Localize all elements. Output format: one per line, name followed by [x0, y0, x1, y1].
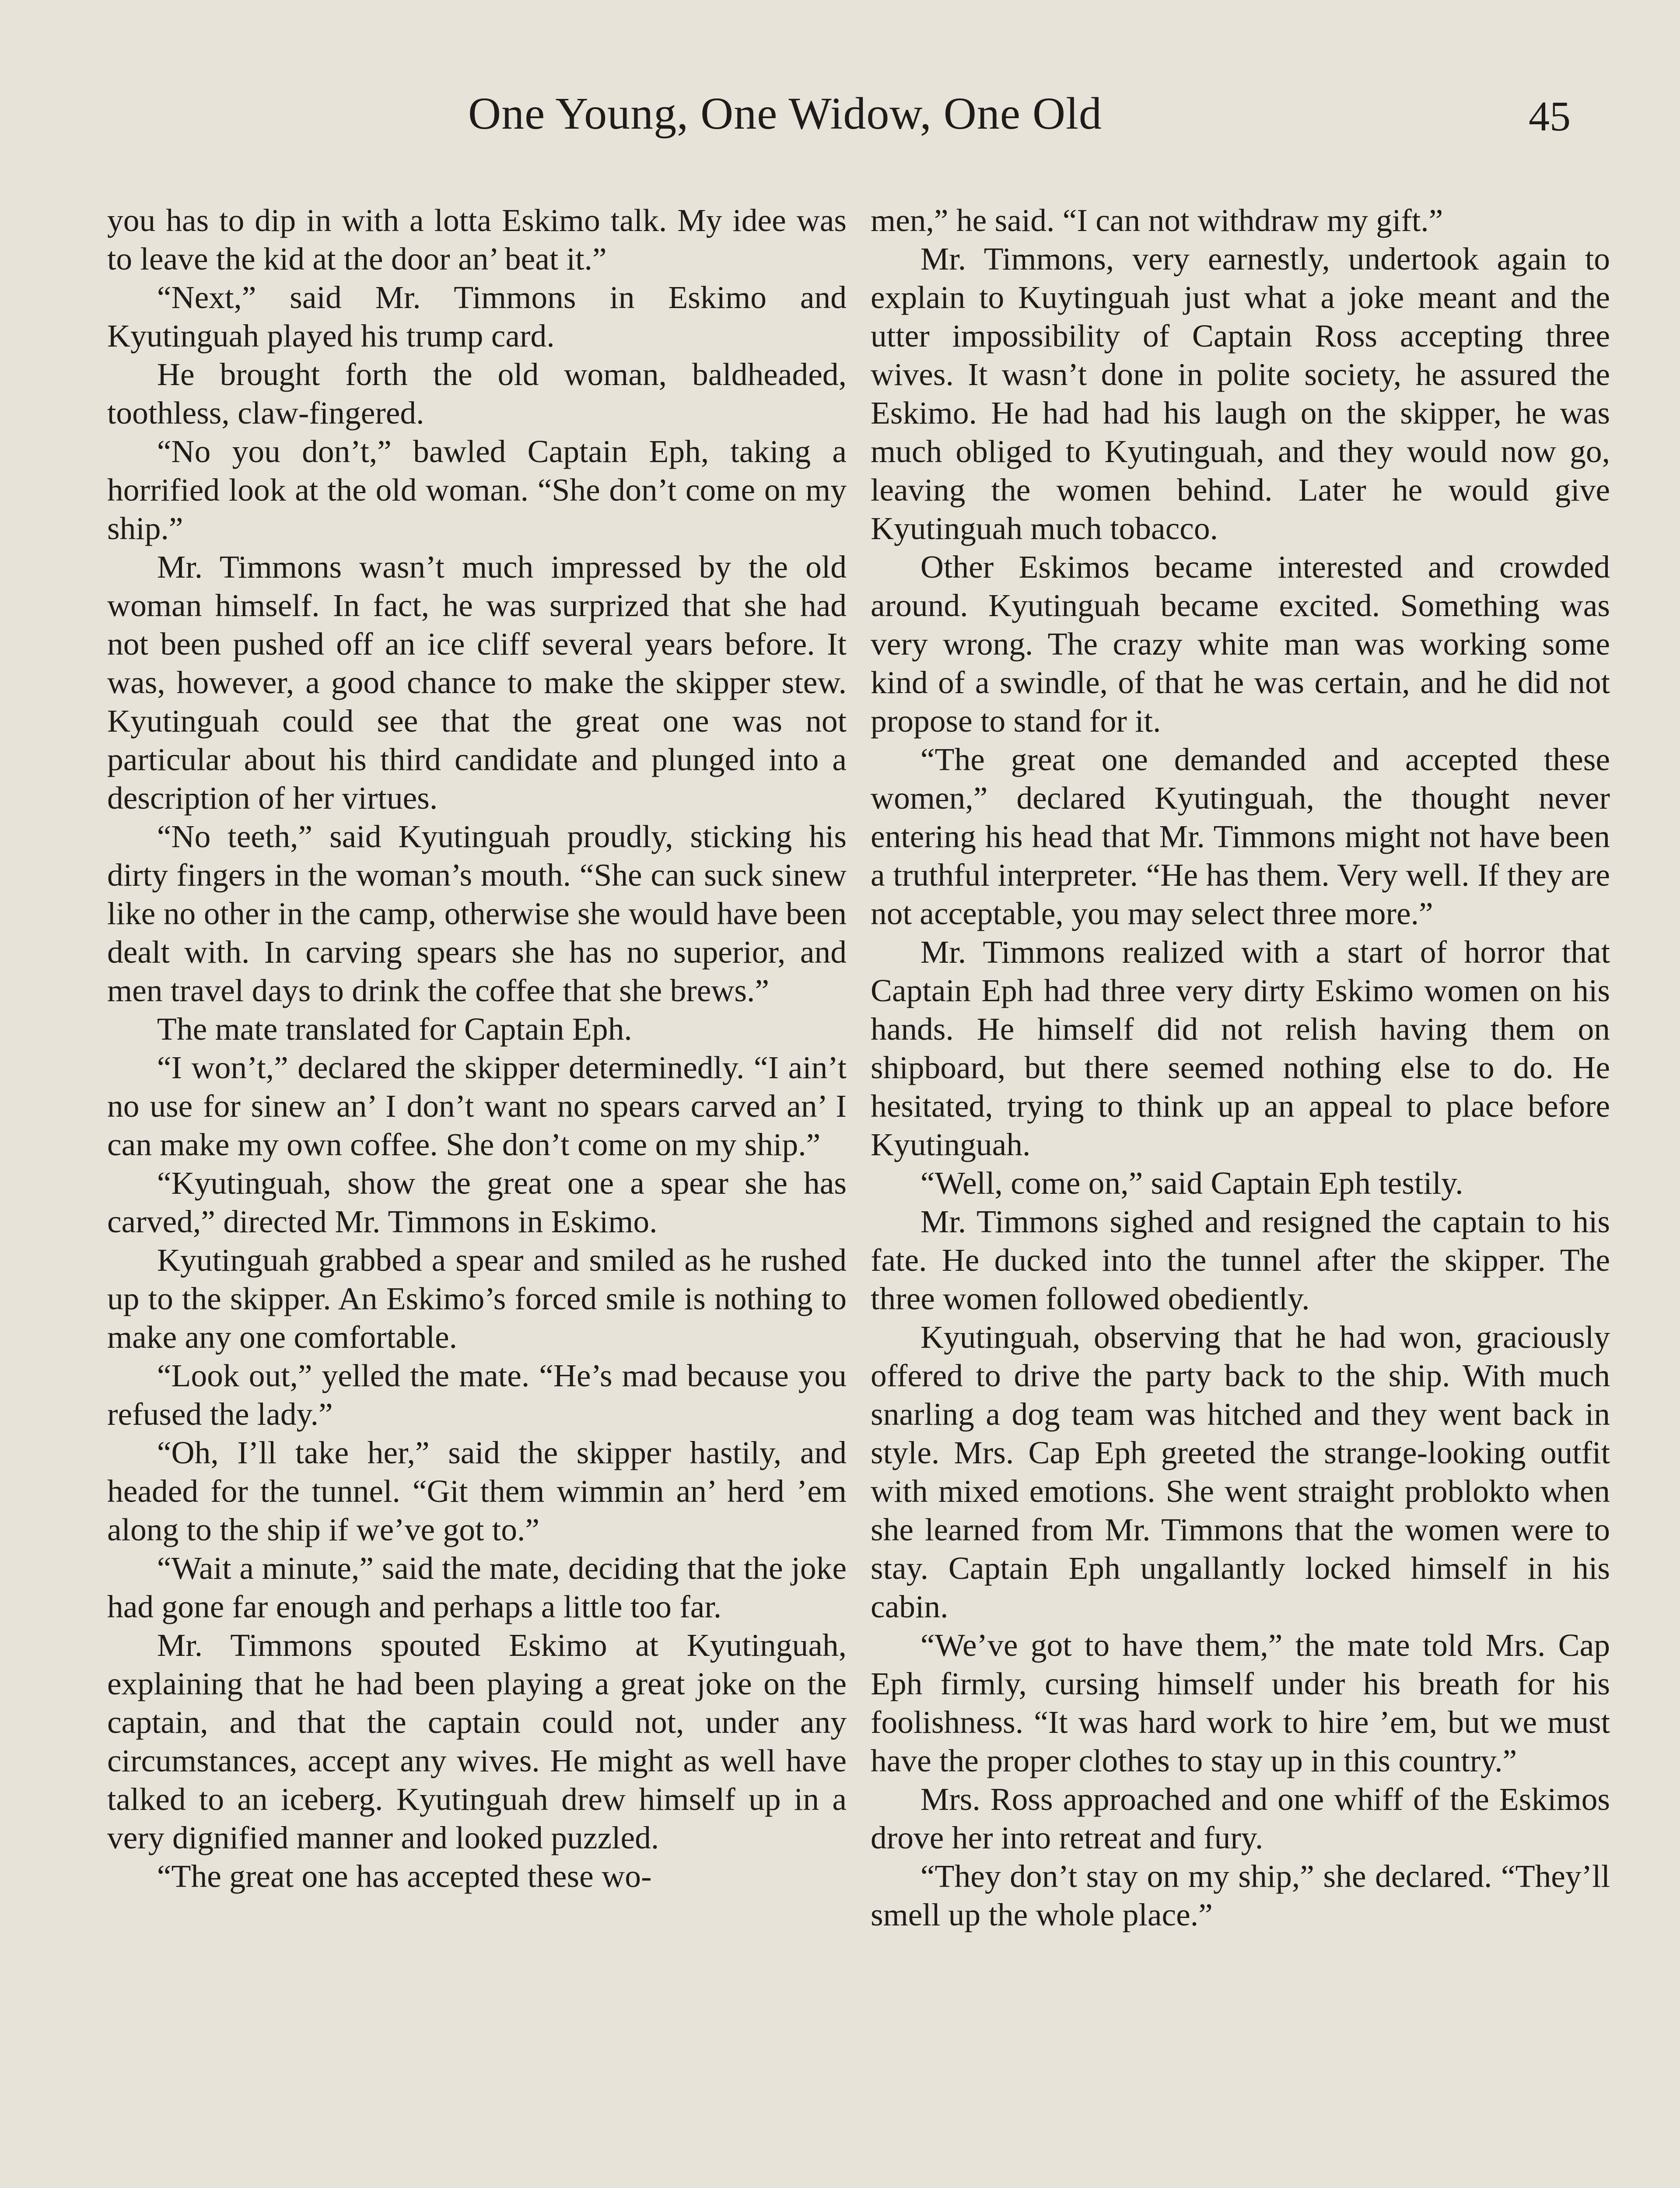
paragraph: Mr. Timmons sighed and resigned the captain to his fate. He ducked into the tunnel after the skipper. The three women followed obediently. — [871, 1204, 1610, 1316]
paragraph: Mrs. Ross approached and one whiff of the Eskimos drove her into retreat and fury. — [871, 1781, 1610, 1855]
paragraph: “The great one has accepted these wo- — [157, 1858, 652, 1894]
paragraph: “Wait a minute,” said the mate, deciding that the joke had gone far enough and perhaps a little too far. — [107, 1550, 847, 1624]
paragraph: Kyutinguah, observing that he had won, graciously offered to drive the party back to the ship. With much snarling a dog team was hitched and they went back in style. Mrs. Cap Eph greeted the strange-looking outfit with mixed emotions. She went straight problokto when she learned from Mr. Timmons that the women were to stay. Captain Eph ungallantly locked himself in his cabin. — [871, 1319, 1610, 1624]
paragraph: Mr. Timmons wasn’t much impressed by the old woman himself. In fact, he was surprized that she had not been pushed off an ice cliff several years before. It was, however, a good chance to make the skipper stew. Kyutinguah could see that the great one was not particular about his third candidate and plunged into a description of her virtues. — [107, 549, 847, 816]
running-title: One Young, One Widow, One Old — [468, 88, 1102, 139]
right-column — [871, 201, 1610, 1934]
paragraph: “The great one demanded and accepted these women,” declared Kyutinguah, the thought never entering his head that Mr. Timmons might not have been a truthful interpreter. “He has them. Very well. If they are not acceptable, you may select three more.” — [871, 742, 1610, 931]
paragraph: you has to dip in with a lotta Eskimo talk. My idee was to leave the kid at the door an’ beat it.” — [107, 203, 847, 277]
paragraph: “I won’t,” declared the skipper determinedly. “I ain’t no use for sinew an’ I don’t want no spears carved an’ I can make my own coffee. She don’t come on my ship.” — [107, 1050, 847, 1162]
paragraph: “Kyutinguah, show the great one a spear she has carved,” directed Mr. Timmons in Eskimo. — [107, 1165, 847, 1239]
left-column — [107, 201, 847, 1896]
paragraph: Mr. Timmons, very earnestly, undertook again to explain to Kuytinguah just what a joke meant and the utter impossibility of Captain Ross accepting three wives. It wasn’t done in polite society, he assured the Eskimo. He had had his laugh on the skipper, he was much obliged to Kyutinguah, and they would now go, leaving the women behind. Later he would give Kyutinguah much tobacco. — [871, 241, 1610, 546]
paragraph: “No you don’t,” bawled Captain Eph, taking a horrified look at the old woman. “She don’t come on my ship.” — [107, 434, 847, 546]
paragraph: Mr. Timmons realized with a start of horror that Captain Eph had three very dirty Eskimo women on his hands. He himself did not relish having them on shipboard, but there seemed nothing else to do. He hesitated, trying to think up an appeal to place before Kyutinguah. — [871, 934, 1610, 1162]
running-head — [0, 88, 1680, 166]
paragraph: “Well, come on,” said Captain Eph testily. — [920, 1165, 1463, 1201]
paragraph: Other Eskimos became interested and crowded around. Kyutinguah became excited. Something was very wrong. The crazy white man was working some kind of a swindle, of that he was certain, and he did not propose to stand for it. — [871, 549, 1610, 739]
paragraph: “They don’t stay on my ship,” she declared. “They’ll smell up the whole place.” — [871, 1858, 1610, 1932]
paragraph: “Oh, I’ll take her,” said the skipper hastily, and headed for the tunnel. “Git them wimmin an’ herd ’em along to the ship if we’ve got to.” — [107, 1435, 847, 1547]
paragraph: He brought forth the old woman, baldheaded, toothless, claw-fingered. — [107, 357, 847, 431]
paragraph: “We’ve got to have them,” the mate told Mrs. Cap Eph firmly, cursing himself under his breath for his foolishness. “It was hard work to hire ’em, but we must have the proper clothes to stay up in this country.” — [871, 1627, 1610, 1778]
paragraph: men,” he said. “I can not withdraw my gift.” — [871, 203, 1443, 238]
paragraph: Kyutinguah grabbed a spear and smiled as he rushed up to the skipper. An Eskimo’s forced smile is nothing to make any one comfortable. — [107, 1242, 847, 1355]
paragraph: “No teeth,” said Kyutinguah proudly, sticking his dirty fingers in the woman’s mouth. “She can suck sinew like no other in the camp, otherwise she would have been dealt with. In carving spears she has no superior, and men travel days to drink the coffee that she brews.” — [107, 819, 847, 1008]
paragraph: Mr. Timmons spouted Eskimo at Kyutinguah, explaining that he had been playing a great joke on the captain, and that the captain could not, under any circumstances, accept any wives. He might as well have talked to an iceberg. Kyutinguah drew himself up in a very dignified manner and looked puzzled. — [107, 1627, 847, 1855]
paragraph: The mate translated for Captain Eph. — [157, 1011, 632, 1047]
paragraph: “Next,” said Mr. Timmons in Eskimo and Kyutinguah played his trump card. — [107, 280, 847, 354]
paragraph: “Look out,” yelled the mate. “He’s mad because you refused the lady.” — [107, 1358, 847, 1432]
page-number: 45 — [1529, 93, 1571, 140]
